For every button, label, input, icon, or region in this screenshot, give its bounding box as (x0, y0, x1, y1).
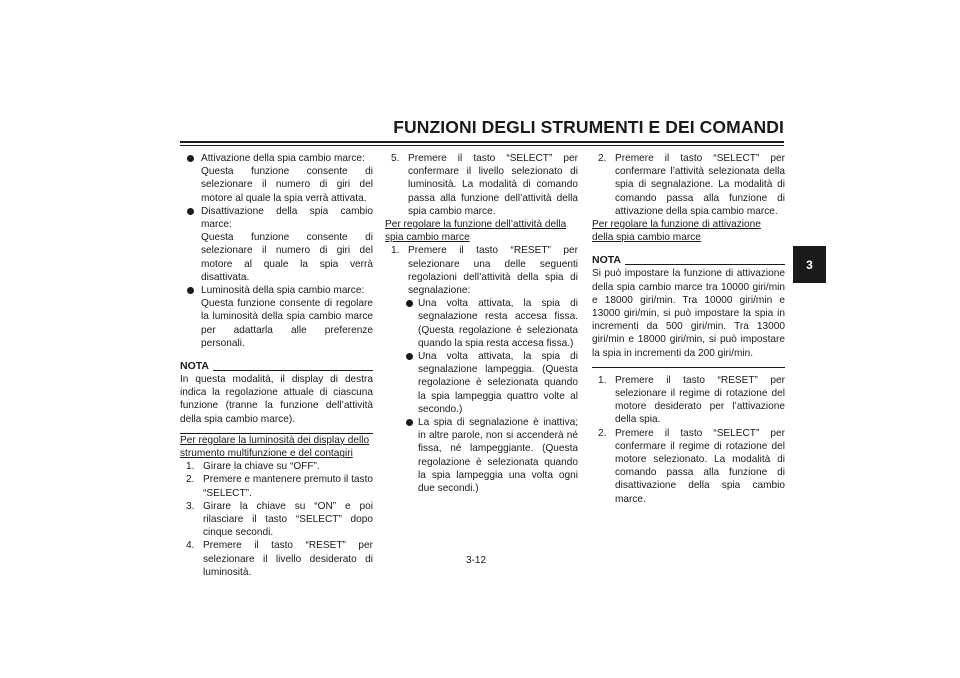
bullet-dot-icon (187, 287, 194, 294)
step-text: Premere il tasto “SELECT” per confermare il livello selezionato di luminosità. La modalità di comando passa alla funzione dell’attività della spia cambio marce. (408, 153, 578, 217)
option-item (385, 297, 578, 350)
bullet-text: Questa funzione consente di selezionare il numero di giri del motore al quale la spia verrà attivata. (201, 166, 373, 204)
option-item (385, 416, 578, 495)
step-text: Premere il tasto “SELECT” per confermare il regime di rotazione del motore selezionato. La modalità di comando passa alla funzione di disattivazione della spia cambio marce. (615, 427, 785, 505)
option-text: Una volta attivata, la spia di segnalazione lampeggia. (Questa regolazione è selezionata quando la spia lampeggia quattro volte al secondo.) (418, 351, 578, 415)
step-number: 2. (598, 427, 607, 439)
step-item (592, 152, 785, 218)
bullet-title: Luminosità della spia cambio marce: (201, 285, 365, 297)
bullet-item (180, 205, 373, 284)
nota-rule (213, 370, 373, 371)
step-number: 2. (186, 474, 195, 486)
nota-label: NOTA (592, 254, 621, 267)
bullet-dot-icon (187, 155, 194, 162)
page-title: FUNZIONI DEGLI STRUMENTI E DEI COMANDI (393, 117, 784, 137)
step-text: Girare la chiave su “OFF”. (203, 461, 320, 473)
nota-label: NOTA (180, 360, 209, 373)
nota-heading (180, 360, 373, 373)
bullet-dot-icon (406, 419, 413, 426)
header-rule-thin (180, 145, 784, 146)
bullet-item (180, 284, 373, 350)
step-item (592, 427, 785, 506)
step-text: Premere il tasto “RESET” per selezionare una delle seguenti regolazioni dell’attività della spia di segnalazione: (408, 245, 578, 297)
bullet-text: Questa funzione consente di regolare la luminosità della spia cambio marce per adattarla alle preferenze personali. (201, 298, 373, 349)
step-text: Premere e mantenere premuto il tasto “SELECT”. (203, 474, 373, 499)
option-item (385, 350, 578, 416)
chapter-tab: 3 (793, 246, 826, 283)
option-text: La spia di segnalazione è inattiva; in altre parole, non si accenderà né fissa, né lampeggiante. (Questa regolazione è selezionata quando la spia lampeggia una volta ogni due secondi.) (418, 417, 578, 495)
step-number: 3. (186, 500, 195, 512)
bullet-item (180, 152, 373, 205)
section-heading: Per regolare la funzione di attivazione della spia cambio marce (592, 219, 761, 244)
step-number: 2. (598, 153, 607, 164)
step-number: 5. (391, 153, 400, 164)
step-item (385, 152, 578, 218)
bullet-text: Questa funzione consente di selezionare il numero di giri del motore al quale la spia verrà disattivata. (201, 232, 373, 283)
bullet-dot-icon (187, 208, 194, 215)
header-rule-thick (180, 141, 784, 143)
section-heading: Per regolare la luminosità dei display dello strumento multifunzione e del contagiri (180, 434, 370, 460)
step-text: Premere il tasto “RESET” per selezionare il regime di rotazione del motore desiderato per l’attivazione della spia. (615, 374, 785, 426)
step-item (592, 374, 785, 427)
bullet-dot-icon (406, 300, 413, 307)
step-number: 1. (186, 461, 195, 473)
column-right (592, 152, 785, 506)
option-text: Una volta attivata, la spia di segnalazione resta accesa fissa. (Questa regolazione è selezionata quando la spia resta accesa fissa.) (418, 298, 578, 349)
nota-text: In questa modalità, il display di destra indica la regolazione attuale di ciascuna funzione (tranne la funzione dell’attività della spia cambio marce). (180, 374, 373, 425)
step-text: Girare la chiave su “ON” e poi rilasciare il tasto “SELECT” dopo cinque secondi. (203, 500, 373, 539)
column-middle (385, 152, 578, 495)
section-heading: Per regolare la funzione dell’attività della spia cambio marce (385, 219, 567, 244)
column-left (180, 152, 373, 579)
bullet-title: Disattivazione della spia cambio marce: (201, 205, 373, 231)
step-text: Premere il tasto “SELECT” per confermare l’attività selezionata della spia di segnalazione. La modalità di comando passa alla funzione di attivazione della spia cambio marce. (615, 153, 785, 217)
step-item (180, 460, 373, 473)
step-text: Premere il tasto “RESET” per selezionare il livello desiderato di luminosità. (203, 540, 373, 578)
nota-heading (592, 254, 785, 267)
page-number: 3-12 (466, 555, 487, 566)
step-number: 1. (391, 245, 400, 257)
bullet-dot-icon (406, 353, 413, 360)
bullet-title: Attivazione della spia cambio marce: (201, 153, 365, 164)
step-number: 4. (186, 540, 195, 552)
nota-rule (625, 264, 785, 265)
step-item (385, 244, 578, 297)
step-item (180, 473, 373, 499)
step-item (180, 539, 373, 579)
step-number: 1. (598, 374, 607, 386)
nota-text: Si può impostare la funzione di attivazione della spia cambio marce tra 10000 giri/min e 18000 giri/min. Tra 10000 giri/min e 13000 giri/min, si può impostare la spia in incrementi da 500 giri/min. Tra 13000 giri/min e 18000 giri/min, si può impostare la spia in incrementi da 200 giri/min. (592, 268, 785, 359)
step-item (180, 500, 373, 540)
